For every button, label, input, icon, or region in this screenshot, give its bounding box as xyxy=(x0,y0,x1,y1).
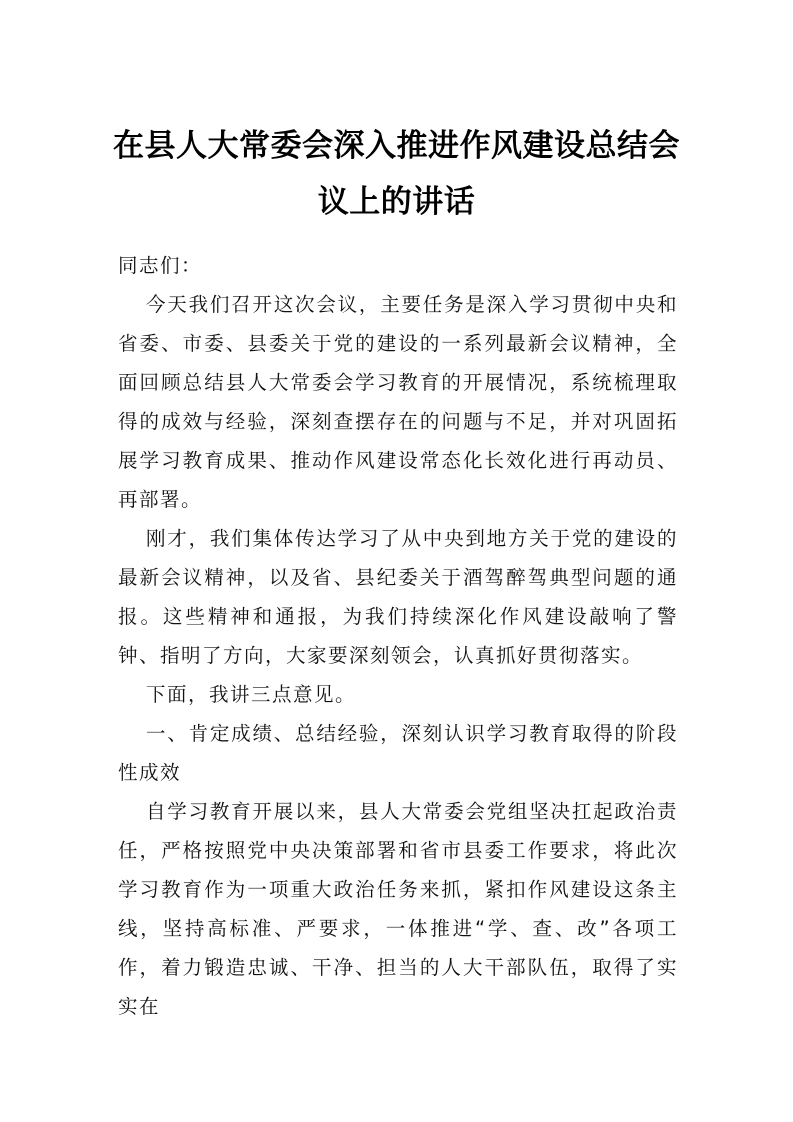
paragraph-section-1: 自学习教育开展以来，县人大常委会党组坚决扛起政治责任，严格按照党中央决策部署和省市县委工作要求，将此次学习教育作为一项重大政治任务来抓，紧扣作风建设这条主线，坚持高标准、严要求，一体推进“学、查、改”各项工作，着力锻造忠诚、干净、担当的人大干部队伍，取得了实实在 xyxy=(118,800,678,1018)
paragraph-intro: 今天我们召开这次会议，主要任务是深入学习贯彻中央和省委、市委、县委关于党的建设的一系列最新会议精神，全面回顾总结县人大常委会学习教育的开展情况，系统梳理取得的成效与经验，深刻查摆存在的问题与不足，并对巩固拓展学习教育成果、推动作风建设常态化长效化进行再动员、再部署。 xyxy=(118,293,678,511)
document-title: 在县人大常委会深入推进作风建设总结会议上的讲话 xyxy=(113,128,680,220)
document-body xyxy=(118,246,678,1026)
greeting: 同志们： xyxy=(118,254,203,277)
section-heading-1: 一、肯定成绩、总结经验，深刻认识学习教育取得的阶段性成效 xyxy=(118,722,678,784)
paragraph-briefing: 刚才，我们集体传达学习了从中央到地方关于党的建设的最新会议精神，以及省、县纪委关于酒驾醉驾典型问题的通报。这些精神和通报，为我们持续深化作风建设敲响了警钟、指明了方向，大家要深刻领会，认真抓好贯彻落实。 xyxy=(118,527,678,667)
paragraph-outline: 下面，我讲三点意见。 xyxy=(146,683,357,706)
